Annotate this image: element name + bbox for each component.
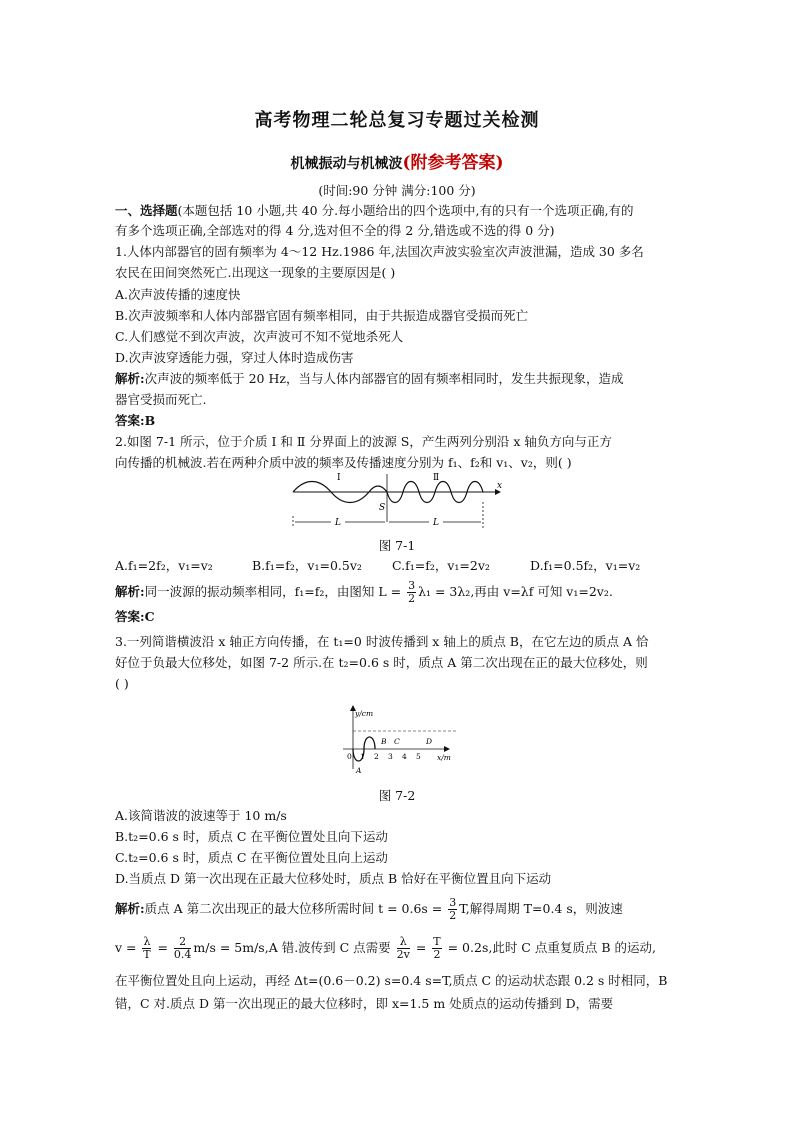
tick-3: 3 xyxy=(388,752,393,761)
q1-stem-line2: 农民在田间突然死亡.出现这一现象的主要原因是( ) xyxy=(115,265,396,280)
fraction: $\frac{2}{0.4}$ xyxy=(173,935,192,961)
fraction: $\frac{3}{2}$ xyxy=(449,896,457,922)
q2-answer: 答案:C xyxy=(115,609,155,624)
subtitle-tag: (附参考答案) xyxy=(402,153,504,173)
q2-analysis: 解析:同一波源的振动频率相同，f₁=f₂，由图知 L = $\frac{3}{2}$ λ₁ = 3λ₂,再由 v=λf 可知 v₁=2v₂. xyxy=(115,579,613,605)
q1-analysis-line2: 器官受损而死亡. xyxy=(115,392,207,407)
label-origin: 0 xyxy=(347,752,352,761)
q3-option-a: A.该简谐波的波速等于 10 m/s xyxy=(115,808,287,823)
q1-answer: 答案:B xyxy=(115,413,156,428)
page-title: 高考物理二轮总复习专题过关检测 xyxy=(254,110,540,131)
q3-analysis-line2: v = $\frac{\lambda}{T}$ = $\frac{2}{0.4}$ m/s = 5m/s,A 错.波传到 C 点需要 $\frac{\lambda}{2v}$ = $\frac{T}{2}$ = 0.2s,此时 C 点重复质点 B 的运动, xyxy=(115,935,656,961)
label-l2: L xyxy=(433,518,439,528)
q1-option-d: D.次声波穿透能力强，穿过人体时造成伤害 xyxy=(115,350,354,365)
label-point-b: B xyxy=(381,737,387,746)
fraction: $\frac{3}{2}$ xyxy=(408,579,416,605)
figure-7-1 xyxy=(285,472,510,534)
q3-stem-line1: 3.一列简谐横波沿 x 轴正方向传播，在 t₁=0 时波传播到 x 轴上的质点 B，在它左边的质点 A 恰 xyxy=(115,634,649,649)
q3-option-b: B.t₂=0.6 s 时，质点 C 在平衡位置处且向下运动 xyxy=(115,829,388,844)
label-x: x xyxy=(497,481,503,491)
tick-1: 1 xyxy=(360,752,365,761)
q1-option-a: A.次声波传播的速度快 xyxy=(115,287,241,302)
section-intro-line2: 有多个选项正确,全部选对的得 4 分,选对但不全的得 2 分,错选或不选的得 0 分) xyxy=(115,223,555,238)
q2-option-d: D.f₁=0.5f₂，v₁=v₂ xyxy=(530,558,641,573)
page-subtitle xyxy=(0,148,794,173)
q3-option-d: D.当质点 D 第一次出现在正最大位移处时，质点 B 恰好在平衡位置且向下运动 xyxy=(115,871,552,886)
label-y: y/cm xyxy=(355,709,374,718)
x-axis-arrow xyxy=(444,746,450,752)
figure-7-2-caption: 图 7-2 xyxy=(378,788,416,803)
q1-analysis-line1: 解析:次声波的频率低于 20 Hz，当与人体内部器官的固有频率相同时，发生共振现象，造成 xyxy=(115,371,624,386)
q2-stem-line2: 向传播的机械波.若在两种介质中波的频率及传播速度分别为 f₁、f₂和 v₁、v₂，则( ) xyxy=(115,455,572,470)
label-source-s: S xyxy=(379,503,386,513)
figure-7-2 xyxy=(336,703,461,778)
q2-option-b: B.f₁=f₂，v₁=0.5v₂ xyxy=(252,558,362,573)
label-point-a: A xyxy=(356,766,362,775)
exam-meta: (时间:90 分钟 满分:100 分) xyxy=(318,183,476,198)
section-heading: 一、选择题 xyxy=(115,203,178,218)
label-medium-2: Ⅱ xyxy=(433,473,440,483)
fraction: $\frac{\lambda}{T}$ xyxy=(143,935,151,961)
q1-option-c: C.人们感觉不到次声波，次声波可不知不觉地杀死人 xyxy=(115,329,404,344)
q3-stem-line3: ( ) xyxy=(115,676,129,691)
label-medium-1: Ⅰ xyxy=(337,473,341,483)
q3-analysis-line4: 错，C 对.质点 D 第一次出现正的最大位移时，即 x=1.5 m 处质点的运动传播到 D，需要 xyxy=(115,996,614,1011)
q1-option-b: B.次声波频率和人体内部器官固有频率相同，由于共振造成器官受损而死亡 xyxy=(115,308,529,323)
q3-analysis-line1: 解析:质点 A 第二次出现正的最大位移所需时间 t = 0.6s = $\frac{3}{2}$ T,解得周期 T=0.4 s，则波速 xyxy=(115,896,623,922)
q3-stem-line2: 好位于负最大位移处，如图 7-2 所示.在 t₂=0.6 s 时，质点 A 第二次出现在正的最大位移处，则 xyxy=(115,655,648,670)
tick-4: 4 xyxy=(402,752,407,761)
figure-7-1-caption: 图 7-1 xyxy=(378,538,416,553)
subtitle-main: 机械振动与机械波 xyxy=(290,156,403,172)
q3-option-c: C.t₂=0.6 s 时，质点 C 在平衡位置处且向上运动 xyxy=(115,850,388,865)
q1-stem-line1: 1.人体内部器官的固有频率为 4～12 Hz.1986 年,法国次声波实验室次声波泄漏，造成 30 多名 xyxy=(115,244,644,259)
fraction: $\frac{\lambda}{2v}$ xyxy=(396,935,410,961)
label-point-d: D xyxy=(426,737,433,746)
tick-2: 2 xyxy=(374,752,379,761)
label-l1: L xyxy=(335,518,341,528)
tick-5: 5 xyxy=(416,752,421,761)
section-intro-line1: 一、选择题(本题包括 10 小题,共 40 分.每小题给出的四个选项中,有的只有一个选项正确,有的 xyxy=(115,203,634,218)
q2-option-c: C.f₁=f₂，v₁=2v₂ xyxy=(392,558,490,573)
q3-analysis-line3: 在平衡位置处且向上运动，再经 Δt=(0.6－0.2) s=0.4 s=T,质点 C 的运动状态跟 0.2 s 时相同，B xyxy=(115,973,668,988)
q2-option-a: A.f₁=2f₂，v₁=v₂ xyxy=(115,558,213,573)
label-point-c: C xyxy=(394,737,400,746)
q2-stem-line1: 2.如图 7-1 所示，位于介质 Ⅰ 和 Ⅱ 分界面上的波源 S，产生两列分别沿 x 轴负方向与正方 xyxy=(115,434,612,449)
label-x: x/m xyxy=(437,753,451,762)
fraction: $\frac{T}{2}$ xyxy=(433,935,441,961)
